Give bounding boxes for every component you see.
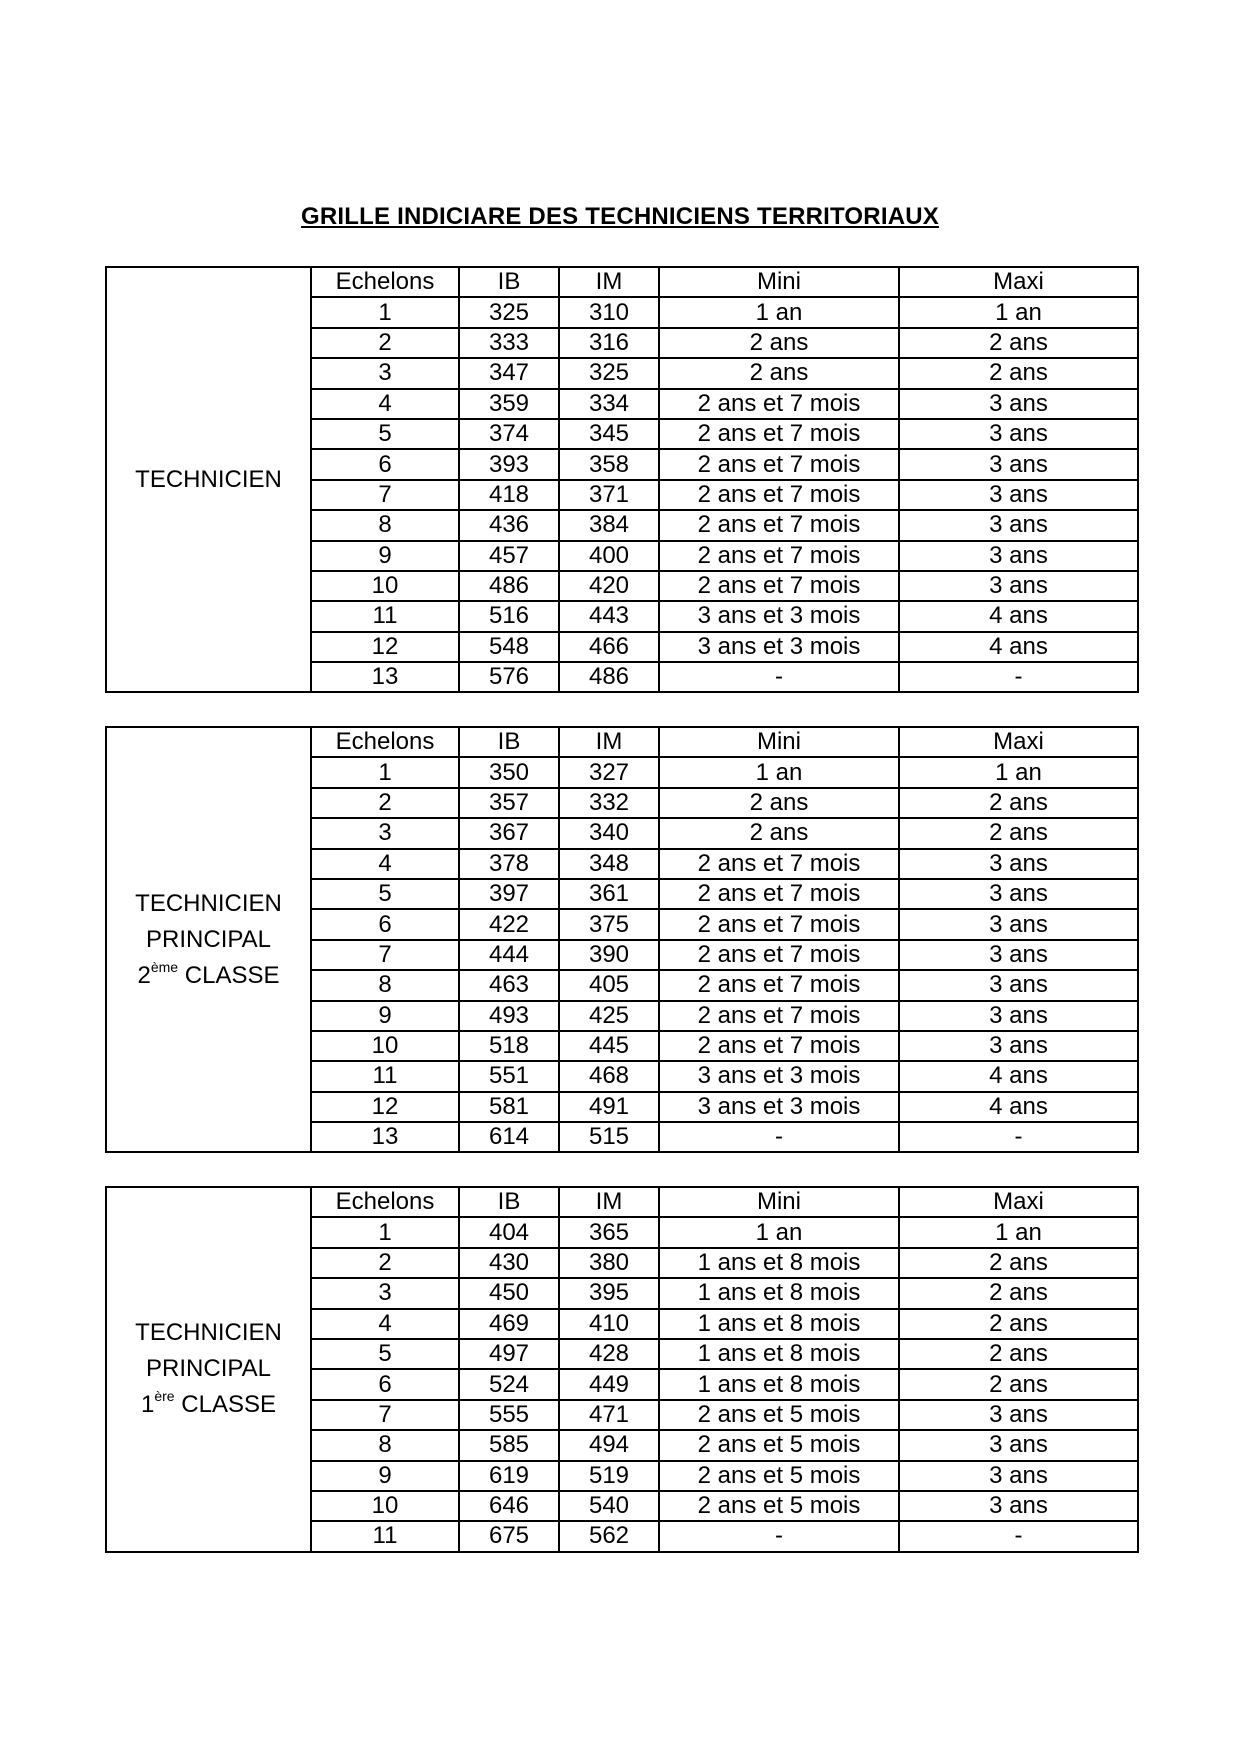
mini-cell: 1 ans et 8 mois — [659, 1278, 899, 1308]
mini-cell: 2 ans — [659, 358, 899, 388]
echelon-cell: 9 — [311, 541, 459, 571]
echelon-cell: 11 — [311, 1061, 459, 1091]
ib-cell: 378 — [459, 849, 559, 879]
maxi-cell: 3 ans — [899, 1001, 1138, 1031]
im-cell: 540 — [559, 1491, 659, 1521]
echelon-cell: 12 — [311, 632, 459, 662]
ib-cell: 646 — [459, 1491, 559, 1521]
mini-cell: 2 ans et 7 mois — [659, 389, 899, 419]
ib-cell: 359 — [459, 389, 559, 419]
maxi-cell: 2 ans — [899, 788, 1138, 818]
header-row — [106, 267, 1138, 297]
im-cell: 390 — [559, 940, 659, 970]
maxi-cell: 3 ans — [899, 1461, 1138, 1491]
maxi-cell: 3 ans — [899, 541, 1138, 571]
im-cell: 334 — [559, 389, 659, 419]
ib-cell: 404 — [459, 1217, 559, 1247]
im-cell: 466 — [559, 632, 659, 662]
ib-cell: 333 — [459, 328, 559, 358]
header-row — [106, 1187, 1138, 1217]
ib-cell: 614 — [459, 1122, 559, 1152]
maxi-cell: 3 ans — [899, 879, 1138, 909]
mini-cell: 2 ans et 7 mois — [659, 909, 899, 939]
maxi-cell: 3 ans — [899, 571, 1138, 601]
column-header-maxi: Maxi — [899, 267, 1138, 297]
ib-cell: 493 — [459, 1001, 559, 1031]
page-title: GRILLE INDICIARE DES TECHNICIENS TERRITORIAUX — [301, 203, 939, 230]
ib-cell: 350 — [459, 757, 559, 787]
im-cell: 486 — [559, 662, 659, 692]
im-cell: 515 — [559, 1122, 659, 1152]
ib-cell: 444 — [459, 940, 559, 970]
technicien-principal-2eme-classe-table — [105, 726, 1139, 1153]
im-cell: 519 — [559, 1461, 659, 1491]
echelon-cell: 2 — [311, 328, 459, 358]
maxi-cell: 2 ans — [899, 1248, 1138, 1278]
echelon-cell: 10 — [311, 1031, 459, 1061]
mini-cell: 2 ans et 5 mois — [659, 1430, 899, 1460]
maxi-cell: 2 ans — [899, 1278, 1138, 1308]
echelon-cell: 7 — [311, 480, 459, 510]
mini-cell: 2 ans et 7 mois — [659, 1001, 899, 1031]
im-cell: 449 — [559, 1369, 659, 1399]
maxi-cell: 3 ans — [899, 849, 1138, 879]
im-cell: 371 — [559, 480, 659, 510]
echelon-cell: 3 — [311, 818, 459, 848]
column-header-maxi: Maxi — [899, 727, 1138, 757]
im-cell: 380 — [559, 1248, 659, 1278]
im-cell: 471 — [559, 1400, 659, 1430]
column-header-ib: IB — [459, 267, 559, 297]
echelon-cell: 2 — [311, 788, 459, 818]
maxi-cell: 3 ans — [899, 1430, 1138, 1460]
echelon-cell: 5 — [311, 419, 459, 449]
grade-label-line1: TECHNICIEN — [135, 889, 282, 917]
im-cell: 428 — [559, 1339, 659, 1369]
im-cell: 316 — [559, 328, 659, 358]
echelon-cell: 5 — [311, 879, 459, 909]
mini-cell: 2 ans et 7 mois — [659, 849, 899, 879]
ib-cell: 555 — [459, 1400, 559, 1430]
ib-cell: 325 — [459, 297, 559, 327]
column-header-ib: IB — [459, 727, 559, 757]
im-cell: 384 — [559, 510, 659, 540]
mini-cell: 2 ans et 7 mois — [659, 940, 899, 970]
ib-cell: 357 — [459, 788, 559, 818]
mini-cell: - — [659, 1122, 899, 1152]
ib-cell: 367 — [459, 818, 559, 848]
mini-cell: 3 ans et 3 mois — [659, 632, 899, 662]
grade-label — [106, 267, 311, 692]
im-cell: 348 — [559, 849, 659, 879]
maxi-cell: 1 an — [899, 297, 1138, 327]
mini-cell: 1 an — [659, 757, 899, 787]
grade-label — [106, 727, 311, 1152]
echelon-cell: 9 — [311, 1461, 459, 1491]
im-cell: 358 — [559, 449, 659, 479]
im-cell: 395 — [559, 1278, 659, 1308]
grade-label-line1: TECHNICIEN — [135, 465, 282, 493]
im-cell: 410 — [559, 1309, 659, 1339]
im-cell: 562 — [559, 1521, 659, 1551]
grade-label — [106, 1187, 311, 1552]
ib-cell: 457 — [459, 541, 559, 571]
echelon-cell: 8 — [311, 970, 459, 1000]
maxi-cell: 2 ans — [899, 358, 1138, 388]
column-header-ib: IB — [459, 1187, 559, 1217]
mini-cell: 1 ans et 8 mois — [659, 1248, 899, 1278]
im-cell: 491 — [559, 1092, 659, 1122]
maxi-cell: 4 ans — [899, 1061, 1138, 1091]
mini-cell: 3 ans et 3 mois — [659, 601, 899, 631]
ib-cell: 675 — [459, 1521, 559, 1551]
mini-cell: 2 ans et 7 mois — [659, 510, 899, 540]
maxi-cell: 3 ans — [899, 909, 1138, 939]
grade-label-line2: PRINCIPAL — [146, 1355, 271, 1383]
class-ordinal-suffix: ère — [154, 1388, 175, 1405]
echelon-cell: 1 — [311, 297, 459, 327]
echelon-cell: 4 — [311, 1309, 459, 1339]
im-cell: 340 — [559, 818, 659, 848]
im-cell: 425 — [559, 1001, 659, 1031]
im-cell: 327 — [559, 757, 659, 787]
maxi-cell: 4 ans — [899, 601, 1138, 631]
grade-label-line1: TECHNICIEN — [135, 1319, 282, 1347]
mini-cell: 2 ans — [659, 788, 899, 818]
echelon-cell: 9 — [311, 1001, 459, 1031]
mini-cell: 1 ans et 8 mois — [659, 1339, 899, 1369]
ib-cell: 422 — [459, 909, 559, 939]
echelon-cell: 10 — [311, 571, 459, 601]
class-number: 2 — [137, 961, 151, 989]
im-cell: 405 — [559, 970, 659, 1000]
grade-label-line2: PRINCIPAL — [146, 925, 271, 953]
maxi-cell: 3 ans — [899, 1031, 1138, 1061]
technicien-principal-1ere-classe-table — [105, 1186, 1139, 1553]
ib-cell: 585 — [459, 1430, 559, 1460]
maxi-cell: 1 an — [899, 757, 1138, 787]
ib-cell: 518 — [459, 1031, 559, 1061]
column-header-echelon: Echelons — [311, 1187, 459, 1217]
ib-cell: 374 — [459, 419, 559, 449]
echelon-cell: 7 — [311, 1400, 459, 1430]
echelon-cell: 8 — [311, 1430, 459, 1460]
mini-cell: 2 ans et 7 mois — [659, 879, 899, 909]
echelon-cell: 11 — [311, 1521, 459, 1551]
mini-cell: 3 ans et 3 mois — [659, 1092, 899, 1122]
im-cell: 400 — [559, 541, 659, 571]
ib-cell: 450 — [459, 1278, 559, 1308]
mini-cell: 2 ans et 7 mois — [659, 419, 899, 449]
ib-cell: 393 — [459, 449, 559, 479]
im-cell: 443 — [559, 601, 659, 631]
ib-cell: 619 — [459, 1461, 559, 1491]
mini-cell: 2 ans et 7 mois — [659, 541, 899, 571]
maxi-cell: 4 ans — [899, 1092, 1138, 1122]
mini-cell: 1 an — [659, 1217, 899, 1247]
maxi-cell: 3 ans — [899, 419, 1138, 449]
column-header-im: IM — [559, 727, 659, 757]
ib-cell: 516 — [459, 601, 559, 631]
im-cell: 468 — [559, 1061, 659, 1091]
mini-cell: 2 ans et 7 mois — [659, 480, 899, 510]
echelon-cell: 7 — [311, 940, 459, 970]
mini-cell: 2 ans et 7 mois — [659, 1031, 899, 1061]
maxi-cell: 1 an — [899, 1217, 1138, 1247]
im-cell: 325 — [559, 358, 659, 388]
column-header-im: IM — [559, 267, 659, 297]
maxi-cell: 2 ans — [899, 818, 1138, 848]
im-cell: 332 — [559, 788, 659, 818]
mini-cell: 2 ans et 7 mois — [659, 449, 899, 479]
ib-cell: 486 — [459, 571, 559, 601]
ib-cell: 418 — [459, 480, 559, 510]
header-row — [106, 727, 1138, 757]
column-header-maxi: Maxi — [899, 1187, 1138, 1217]
class-number: 1 — [141, 1391, 155, 1419]
ib-cell: 576 — [459, 662, 559, 692]
column-header-mini: Mini — [659, 727, 899, 757]
maxi-cell: 2 ans — [899, 328, 1138, 358]
mini-cell: 2 ans et 5 mois — [659, 1461, 899, 1491]
echelon-cell: 12 — [311, 1092, 459, 1122]
ib-cell: 347 — [459, 358, 559, 388]
ib-cell: 397 — [459, 879, 559, 909]
im-cell: 375 — [559, 909, 659, 939]
echelon-cell: 6 — [311, 1369, 459, 1399]
column-header-echelon: Echelons — [311, 727, 459, 757]
ib-cell: 469 — [459, 1309, 559, 1339]
im-cell: 420 — [559, 571, 659, 601]
echelon-cell: 4 — [311, 389, 459, 419]
maxi-cell: 3 ans — [899, 449, 1138, 479]
echelon-cell: 4 — [311, 849, 459, 879]
echelon-cell: 8 — [311, 510, 459, 540]
class-ordinal-suffix: ème — [150, 958, 179, 975]
class-word: CLASSE — [174, 1391, 276, 1419]
maxi-cell: 3 ans — [899, 510, 1138, 540]
mini-cell: - — [659, 1521, 899, 1551]
mini-cell: 1 ans et 8 mois — [659, 1369, 899, 1399]
echelon-cell: 11 — [311, 601, 459, 631]
ib-cell: 430 — [459, 1248, 559, 1278]
ib-cell: 581 — [459, 1092, 559, 1122]
mini-cell: 2 ans et 7 mois — [659, 571, 899, 601]
echelon-cell: 10 — [311, 1491, 459, 1521]
maxi-cell: 2 ans — [899, 1369, 1138, 1399]
echelon-cell: 1 — [311, 757, 459, 787]
echelon-cell: 13 — [311, 1122, 459, 1152]
column-header-echelon: Echelons — [311, 267, 459, 297]
ib-cell: 463 — [459, 970, 559, 1000]
maxi-cell: - — [899, 1521, 1138, 1551]
im-cell: 445 — [559, 1031, 659, 1061]
ib-cell: 551 — [459, 1061, 559, 1091]
echelon-cell: 13 — [311, 662, 459, 692]
ib-cell: 548 — [459, 632, 559, 662]
maxi-cell: - — [899, 1122, 1138, 1152]
mini-cell: 2 ans et 5 mois — [659, 1400, 899, 1430]
mini-cell: 1 an — [659, 297, 899, 327]
echelon-cell: 5 — [311, 1339, 459, 1369]
echelon-cell: 6 — [311, 449, 459, 479]
maxi-cell: - — [899, 662, 1138, 692]
maxi-cell: 3 ans — [899, 940, 1138, 970]
mini-cell: 2 ans — [659, 818, 899, 848]
im-cell: 365 — [559, 1217, 659, 1247]
mini-cell: 2 ans et 5 mois — [659, 1491, 899, 1521]
maxi-cell: 2 ans — [899, 1309, 1138, 1339]
column-header-mini: Mini — [659, 267, 899, 297]
mini-cell: 2 ans — [659, 328, 899, 358]
technicien-table — [105, 266, 1139, 693]
maxi-cell: 4 ans — [899, 632, 1138, 662]
ib-cell: 436 — [459, 510, 559, 540]
class-word: CLASSE — [178, 961, 280, 989]
column-header-mini: Mini — [659, 1187, 899, 1217]
echelon-cell: 3 — [311, 358, 459, 388]
ib-cell: 497 — [459, 1339, 559, 1369]
im-cell: 345 — [559, 419, 659, 449]
echelon-cell: 2 — [311, 1248, 459, 1278]
mini-cell: 3 ans et 3 mois — [659, 1061, 899, 1091]
ib-cell: 524 — [459, 1369, 559, 1399]
maxi-cell: 2 ans — [899, 1339, 1138, 1369]
grade-label-line3 — [107, 958, 310, 994]
echelon-cell: 1 — [311, 1217, 459, 1247]
maxi-cell: 3 ans — [899, 389, 1138, 419]
mini-cell: 1 ans et 8 mois — [659, 1309, 899, 1339]
im-cell: 494 — [559, 1430, 659, 1460]
im-cell: 361 — [559, 879, 659, 909]
mini-cell: 2 ans et 7 mois — [659, 970, 899, 1000]
echelon-cell: 3 — [311, 1278, 459, 1308]
im-cell: 310 — [559, 297, 659, 327]
column-header-im: IM — [559, 1187, 659, 1217]
maxi-cell: 3 ans — [899, 970, 1138, 1000]
mini-cell: - — [659, 662, 899, 692]
grade-label-line3 — [107, 1387, 310, 1423]
echelon-cell: 6 — [311, 909, 459, 939]
maxi-cell: 3 ans — [899, 1491, 1138, 1521]
maxi-cell: 3 ans — [899, 1400, 1138, 1430]
maxi-cell: 3 ans — [899, 480, 1138, 510]
